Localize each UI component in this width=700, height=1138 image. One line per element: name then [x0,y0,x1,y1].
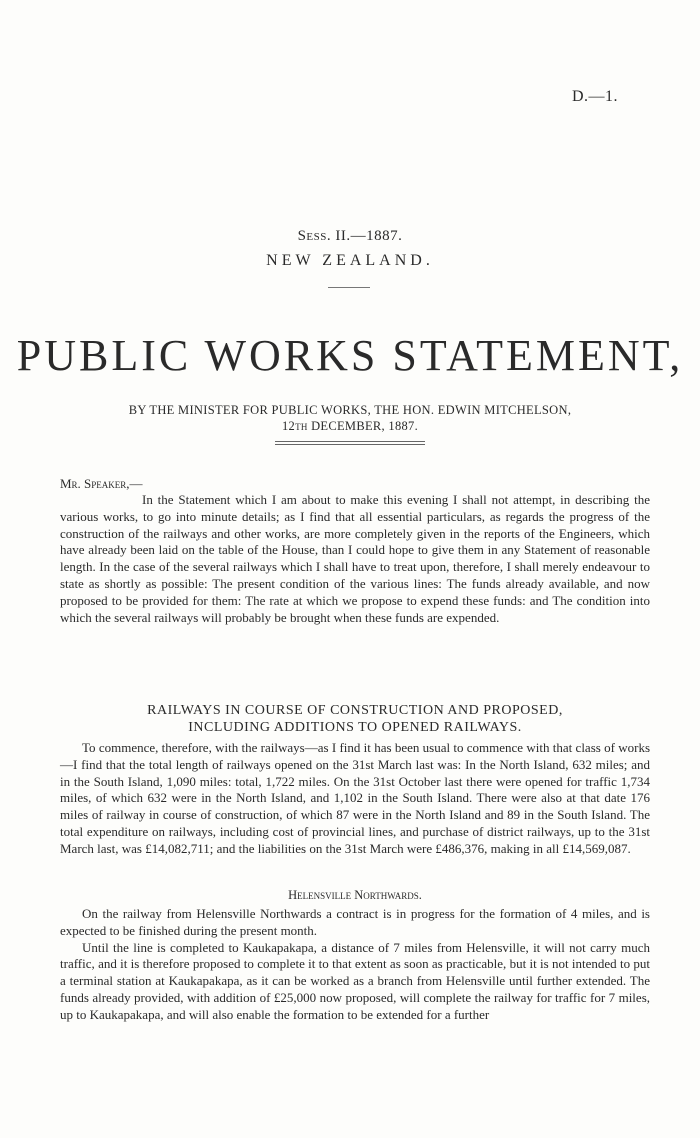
document-title: PUBLIC WORKS STATEMENT, [16,331,684,380]
section-heading [60,702,650,736]
railways-text: To commence, therefore, with the railways—as I find it has been usual to commence with that class of works—I find that the total length of railways opened on the 31st March last was: In the North Island, 632 miles; and in the South Island, 1,090 miles: total, 1,722 miles. On the 31st October last there were opened for traffic 1,734 miles, of which 632 were in the North Island, and 1,102 in the South Island. There were also at that date 176 miles of railway in course of construction, of which 87 were in the North Island and 89 in the South Island. The total expenditure on railways, including cost of provincial lines, and purchase of district railways, up to the 31st March last, was £14,082,711; and the liabilities on the 31st March were £486,376, making in all £14,569,087. [60,740,650,856]
helensville-section [60,906,650,1024]
double-divider [275,441,425,445]
intro-paragraph [60,492,650,626]
helensville-paragraph-2: Until the line is completed to Kaukapakapa, a distance of 7 miles from Helensville, it will not carry much traffic, and it is therefore proposed to complete it to that extent as soon as practicable, but it is not intended to put a terminal station at Kaukapakapa, as it can be worked as a branch from Helensville until further extended. The funds already provided, with addition of £25,000 now proposed, will complete the railway for traffic for 7 miles, up to Kaukapakapa, and will also enable the formation to be extended for a further [60,939,650,1022]
helensville-paragraph-1: On the railway from Helensville Northwards a contract is in progress for the formation of 4 miles, and is expected to be finished during the present month. [60,906,650,938]
intro-text: In the Statement which I am about to make this evening I shall not attempt, in describing the various works, to go into minute details; as I find that all essential particulars, as regards the progress of the construction of the railways and other works, are more completely given in the reports of the Engineers, which have already been laid on the table of the House, than I could hope to give them in any Statement of reasonable length. In the case of the several railways which I shall have to treat upon, therefore, I shall merely endeavour to state as shortly as possible: The present condition of the various lines: The funds already available, and now proposed to be provided for them: The rate at which we propose to expend these funds: and The condition into which the several railways will probably be brought when these funds are expended. [60,492,650,625]
section-heading-line-1: RAILWAYS IN COURSE OF CONSTRUCTION AND PROPOSED, [147,703,563,718]
page-reference: D.—1. [571,88,618,105]
byline-minister: BY THE MINISTER FOR PUBLIC WORKS, THE HON. EDWIN MITCHELSON, [128,403,572,417]
salutation: Mr. Speaker,— [60,476,143,491]
country-line: NEW ZEALAND. [266,252,434,269]
subsection-heading: Helensville Northwards. [288,888,422,902]
section-heading-line-2: INCLUDING ADDITIONS TO OPENED RAILWAYS. [188,720,522,735]
session-line: Sess. II.—1887. [297,228,403,244]
byline [0,402,700,434]
byline-date: 12th DECEMBER, 1887. [281,419,419,433]
divider [328,287,370,288]
railways-paragraph [60,740,650,858]
